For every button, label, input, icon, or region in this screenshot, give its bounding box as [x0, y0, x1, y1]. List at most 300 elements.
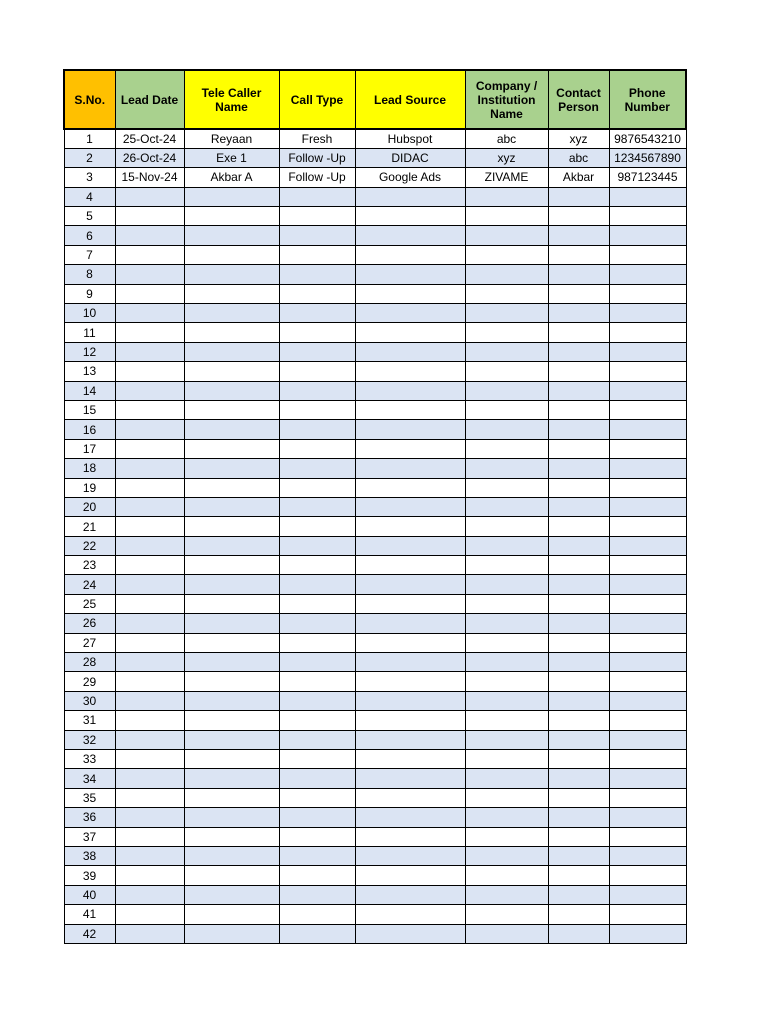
cell-sno[interactable]: 42: [64, 924, 115, 943]
cell-tele-caller-name[interactable]: [184, 866, 279, 885]
cell-tele-caller-name[interactable]: [184, 459, 279, 478]
cell-call-type[interactable]: [279, 207, 355, 226]
cell-lead-date[interactable]: [115, 304, 184, 323]
cell-lead-date[interactable]: [115, 924, 184, 943]
header-lead-date[interactable]: Lead Date: [115, 70, 184, 129]
cell-tele-caller-name[interactable]: [184, 575, 279, 594]
header-phone-number[interactable]: Phone Number: [609, 70, 686, 129]
cell-company-institution-name[interactable]: [465, 187, 548, 206]
cell-lead-source[interactable]: [355, 517, 465, 536]
cell-lead-date[interactable]: [115, 672, 184, 691]
cell-sno[interactable]: 30: [64, 691, 115, 710]
cell-phone-number[interactable]: [609, 672, 686, 691]
cell-contact-person[interactable]: [548, 517, 609, 536]
cell-contact-person[interactable]: [548, 750, 609, 769]
cell-sno[interactable]: 3: [64, 168, 115, 187]
cell-lead-date[interactable]: [115, 284, 184, 303]
cell-lead-source[interactable]: [355, 323, 465, 342]
cell-lead-source[interactable]: [355, 594, 465, 613]
cell-call-type[interactable]: [279, 750, 355, 769]
cell-phone-number[interactable]: [609, 478, 686, 497]
cell-call-type[interactable]: Follow -Up: [279, 148, 355, 167]
cell-lead-date[interactable]: [115, 207, 184, 226]
cell-sno[interactable]: 25: [64, 594, 115, 613]
cell-call-type[interactable]: [279, 284, 355, 303]
cell-tele-caller-name[interactable]: [184, 536, 279, 555]
cell-sno[interactable]: 6: [64, 226, 115, 245]
cell-tele-caller-name[interactable]: [184, 750, 279, 769]
cell-tele-caller-name[interactable]: [184, 420, 279, 439]
cell-lead-source[interactable]: [355, 633, 465, 652]
cell-sno[interactable]: 21: [64, 517, 115, 536]
cell-phone-number[interactable]: [609, 633, 686, 652]
cell-call-type[interactable]: [279, 381, 355, 400]
cell-call-type[interactable]: [279, 633, 355, 652]
cell-tele-caller-name[interactable]: [184, 400, 279, 419]
cell-tele-caller-name[interactable]: Akbar A: [184, 168, 279, 187]
cell-tele-caller-name[interactable]: [184, 614, 279, 633]
cell-company-institution-name[interactable]: [465, 846, 548, 865]
cell-phone-number[interactable]: [609, 711, 686, 730]
cell-lead-date[interactable]: [115, 478, 184, 497]
cell-lead-date[interactable]: 15-Nov-24: [115, 168, 184, 187]
cell-tele-caller-name[interactable]: [184, 207, 279, 226]
cell-lead-source[interactable]: [355, 207, 465, 226]
cell-phone-number[interactable]: [609, 866, 686, 885]
cell-contact-person[interactable]: xyz: [548, 129, 609, 148]
cell-lead-date[interactable]: 26-Oct-24: [115, 148, 184, 167]
cell-company-institution-name[interactable]: [465, 497, 548, 516]
cell-call-type[interactable]: [279, 226, 355, 245]
cell-contact-person[interactable]: [548, 226, 609, 245]
cell-sno[interactable]: 33: [64, 750, 115, 769]
cell-sno[interactable]: 36: [64, 808, 115, 827]
cell-tele-caller-name[interactable]: [184, 924, 279, 943]
cell-lead-source[interactable]: [355, 245, 465, 264]
cell-lead-date[interactable]: [115, 362, 184, 381]
cell-lead-source[interactable]: [355, 691, 465, 710]
cell-phone-number[interactable]: [609, 769, 686, 788]
cell-tele-caller-name[interactable]: [184, 633, 279, 652]
cell-tele-caller-name[interactable]: [184, 245, 279, 264]
cell-call-type[interactable]: [279, 400, 355, 419]
cell-call-type[interactable]: [279, 691, 355, 710]
cell-phone-number[interactable]: [609, 750, 686, 769]
cell-company-institution-name[interactable]: [465, 536, 548, 555]
cell-contact-person[interactable]: [548, 284, 609, 303]
cell-contact-person[interactable]: [548, 245, 609, 264]
cell-company-institution-name[interactable]: [465, 633, 548, 652]
cell-phone-number[interactable]: [609, 342, 686, 361]
cell-lead-date[interactable]: [115, 769, 184, 788]
cell-company-institution-name[interactable]: [465, 381, 548, 400]
cell-call-type[interactable]: [279, 788, 355, 807]
cell-tele-caller-name[interactable]: [184, 691, 279, 710]
cell-phone-number[interactable]: [609, 691, 686, 710]
cell-lead-source[interactable]: [355, 536, 465, 555]
cell-phone-number[interactable]: [609, 846, 686, 865]
cell-tele-caller-name[interactable]: [184, 808, 279, 827]
cell-call-type[interactable]: [279, 478, 355, 497]
cell-call-type[interactable]: [279, 304, 355, 323]
cell-lead-date[interactable]: [115, 265, 184, 284]
cell-contact-person[interactable]: [548, 866, 609, 885]
cell-call-type[interactable]: [279, 362, 355, 381]
cell-call-type[interactable]: [279, 187, 355, 206]
cell-lead-date[interactable]: [115, 808, 184, 827]
cell-call-type[interactable]: [279, 808, 355, 827]
cell-company-institution-name[interactable]: [465, 265, 548, 284]
cell-company-institution-name[interactable]: [465, 439, 548, 458]
cell-contact-person[interactable]: [548, 885, 609, 904]
cell-lead-date[interactable]: [115, 400, 184, 419]
cell-lead-date[interactable]: [115, 750, 184, 769]
cell-sno[interactable]: 8: [64, 265, 115, 284]
cell-tele-caller-name[interactable]: [184, 730, 279, 749]
cell-tele-caller-name[interactable]: [184, 323, 279, 342]
cell-call-type[interactable]: [279, 575, 355, 594]
cell-sno[interactable]: 39: [64, 866, 115, 885]
cell-phone-number[interactable]: [609, 207, 686, 226]
cell-phone-number[interactable]: [609, 187, 686, 206]
cell-call-type[interactable]: [279, 245, 355, 264]
cell-lead-source[interactable]: [355, 342, 465, 361]
cell-contact-person[interactable]: [548, 827, 609, 846]
cell-company-institution-name[interactable]: [465, 556, 548, 575]
cell-contact-person[interactable]: [548, 362, 609, 381]
cell-call-type[interactable]: [279, 846, 355, 865]
cell-contact-person[interactable]: [548, 788, 609, 807]
cell-company-institution-name[interactable]: [465, 304, 548, 323]
cell-sno[interactable]: 41: [64, 905, 115, 924]
cell-lead-source[interactable]: [355, 381, 465, 400]
cell-phone-number[interactable]: [609, 924, 686, 943]
cell-lead-date[interactable]: [115, 381, 184, 400]
cell-tele-caller-name[interactable]: Reyaan: [184, 129, 279, 148]
cell-company-institution-name[interactable]: [465, 885, 548, 904]
cell-company-institution-name[interactable]: [465, 614, 548, 633]
cell-lead-source[interactable]: [355, 711, 465, 730]
cell-phone-number[interactable]: [609, 459, 686, 478]
cell-sno[interactable]: 35: [64, 788, 115, 807]
cell-sno[interactable]: 7: [64, 245, 115, 264]
cell-lead-date[interactable]: [115, 245, 184, 264]
cell-call-type[interactable]: [279, 672, 355, 691]
cell-lead-source[interactable]: [355, 827, 465, 846]
cell-lead-source[interactable]: [355, 420, 465, 439]
cell-contact-person[interactable]: [548, 265, 609, 284]
cell-contact-person[interactable]: abc: [548, 148, 609, 167]
cell-tele-caller-name[interactable]: [184, 362, 279, 381]
cell-sno[interactable]: 32: [64, 730, 115, 749]
cell-call-type[interactable]: [279, 556, 355, 575]
cell-company-institution-name[interactable]: [465, 207, 548, 226]
cell-lead-source[interactable]: [355, 284, 465, 303]
cell-sno[interactable]: 11: [64, 323, 115, 342]
cell-tele-caller-name[interactable]: [184, 905, 279, 924]
cell-sno[interactable]: 28: [64, 653, 115, 672]
cell-company-institution-name[interactable]: [465, 594, 548, 613]
cell-sno[interactable]: 12: [64, 342, 115, 361]
cell-phone-number[interactable]: [609, 614, 686, 633]
cell-phone-number[interactable]: [609, 517, 686, 536]
cell-phone-number[interactable]: [609, 594, 686, 613]
cell-sno[interactable]: 4: [64, 187, 115, 206]
cell-lead-date[interactable]: [115, 633, 184, 652]
cell-lead-source[interactable]: DIDAC: [355, 148, 465, 167]
cell-contact-person[interactable]: [548, 614, 609, 633]
cell-lead-source[interactable]: [355, 769, 465, 788]
cell-call-type[interactable]: Follow -Up: [279, 168, 355, 187]
cell-contact-person[interactable]: [548, 691, 609, 710]
cell-tele-caller-name[interactable]: [184, 594, 279, 613]
cell-company-institution-name[interactable]: [465, 420, 548, 439]
cell-sno[interactable]: 13: [64, 362, 115, 381]
cell-contact-person[interactable]: [548, 653, 609, 672]
cell-lead-source[interactable]: [355, 556, 465, 575]
cell-company-institution-name[interactable]: [465, 691, 548, 710]
cell-sno[interactable]: 22: [64, 536, 115, 555]
cell-tele-caller-name[interactable]: [184, 381, 279, 400]
cell-phone-number[interactable]: [609, 905, 686, 924]
cell-contact-person[interactable]: [548, 846, 609, 865]
cell-call-type[interactable]: [279, 517, 355, 536]
cell-tele-caller-name[interactable]: [184, 342, 279, 361]
cell-contact-person[interactable]: [548, 459, 609, 478]
cell-sno[interactable]: 26: [64, 614, 115, 633]
cell-phone-number[interactable]: [609, 284, 686, 303]
cell-call-type[interactable]: [279, 323, 355, 342]
cell-contact-person[interactable]: [548, 497, 609, 516]
cell-sno[interactable]: 9: [64, 284, 115, 303]
cell-contact-person[interactable]: [548, 304, 609, 323]
cell-company-institution-name[interactable]: [465, 653, 548, 672]
cell-lead-source[interactable]: [355, 400, 465, 419]
cell-tele-caller-name[interactable]: [184, 653, 279, 672]
cell-call-type[interactable]: [279, 497, 355, 516]
cell-tele-caller-name[interactable]: [184, 769, 279, 788]
cell-lead-source[interactable]: [355, 304, 465, 323]
cell-call-type[interactable]: [279, 265, 355, 284]
header-contact-person[interactable]: Contact Person: [548, 70, 609, 129]
cell-lead-source[interactable]: [355, 575, 465, 594]
cell-contact-person[interactable]: [548, 730, 609, 749]
cell-contact-person[interactable]: [548, 924, 609, 943]
cell-company-institution-name[interactable]: [465, 750, 548, 769]
cell-lead-date[interactable]: [115, 885, 184, 904]
cell-lead-source[interactable]: [355, 866, 465, 885]
cell-call-type[interactable]: [279, 769, 355, 788]
cell-company-institution-name[interactable]: [465, 730, 548, 749]
cell-call-type[interactable]: [279, 905, 355, 924]
cell-phone-number[interactable]: [609, 381, 686, 400]
cell-call-type[interactable]: [279, 924, 355, 943]
cell-lead-date[interactable]: [115, 439, 184, 458]
cell-lead-source[interactable]: [355, 846, 465, 865]
cell-lead-date[interactable]: [115, 420, 184, 439]
cell-company-institution-name[interactable]: xyz: [465, 148, 548, 167]
cell-call-type[interactable]: [279, 614, 355, 633]
cell-tele-caller-name[interactable]: Exe 1: [184, 148, 279, 167]
cell-lead-source[interactable]: [355, 478, 465, 497]
cell-contact-person[interactable]: [548, 187, 609, 206]
cell-tele-caller-name[interactable]: [184, 284, 279, 303]
cell-sno[interactable]: 1: [64, 129, 115, 148]
cell-company-institution-name[interactable]: [465, 769, 548, 788]
cell-contact-person[interactable]: [548, 575, 609, 594]
cell-tele-caller-name[interactable]: [184, 711, 279, 730]
cell-phone-number[interactable]: [609, 827, 686, 846]
cell-lead-date[interactable]: [115, 556, 184, 575]
cell-call-type[interactable]: Fresh: [279, 129, 355, 148]
cell-company-institution-name[interactable]: ZIVAME: [465, 168, 548, 187]
cell-tele-caller-name[interactable]: [184, 478, 279, 497]
cell-lead-date[interactable]: [115, 323, 184, 342]
cell-lead-date[interactable]: [115, 536, 184, 555]
cell-contact-person[interactable]: [548, 769, 609, 788]
cell-sno[interactable]: 40: [64, 885, 115, 904]
cell-company-institution-name[interactable]: [465, 517, 548, 536]
cell-sno[interactable]: 2: [64, 148, 115, 167]
cell-phone-number[interactable]: [609, 653, 686, 672]
cell-phone-number[interactable]: [609, 575, 686, 594]
cell-phone-number[interactable]: 1234567890: [609, 148, 686, 167]
cell-lead-date[interactable]: [115, 226, 184, 245]
cell-call-type[interactable]: [279, 439, 355, 458]
cell-company-institution-name[interactable]: [465, 575, 548, 594]
cell-phone-number[interactable]: 9876543210: [609, 129, 686, 148]
cell-call-type[interactable]: [279, 866, 355, 885]
cell-phone-number[interactable]: [609, 536, 686, 555]
cell-sno[interactable]: 10: [64, 304, 115, 323]
cell-sno[interactable]: 31: [64, 711, 115, 730]
cell-lead-date[interactable]: [115, 342, 184, 361]
cell-lead-date[interactable]: [115, 691, 184, 710]
cell-phone-number[interactable]: [609, 885, 686, 904]
cell-tele-caller-name[interactable]: [184, 846, 279, 865]
cell-call-type[interactable]: [279, 459, 355, 478]
cell-contact-person[interactable]: [548, 342, 609, 361]
cell-company-institution-name[interactable]: [465, 362, 548, 381]
cell-company-institution-name[interactable]: [465, 924, 548, 943]
cell-phone-number[interactable]: [609, 323, 686, 342]
cell-tele-caller-name[interactable]: [184, 187, 279, 206]
cell-lead-source[interactable]: [355, 885, 465, 904]
cell-call-type[interactable]: [279, 342, 355, 361]
cell-sno[interactable]: 19: [64, 478, 115, 497]
cell-sno[interactable]: 18: [64, 459, 115, 478]
cell-company-institution-name[interactable]: [465, 342, 548, 361]
cell-company-institution-name[interactable]: [465, 827, 548, 846]
cell-sno[interactable]: 17: [64, 439, 115, 458]
cell-phone-number[interactable]: [609, 362, 686, 381]
cell-sno[interactable]: 27: [64, 633, 115, 652]
cell-sno[interactable]: 29: [64, 672, 115, 691]
cell-contact-person[interactable]: [548, 808, 609, 827]
cell-lead-source[interactable]: [355, 750, 465, 769]
cell-phone-number[interactable]: [609, 226, 686, 245]
cell-call-type[interactable]: [279, 653, 355, 672]
cell-lead-source[interactable]: [355, 788, 465, 807]
cell-lead-source[interactable]: [355, 226, 465, 245]
cell-lead-date[interactable]: [115, 497, 184, 516]
cell-lead-source[interactable]: [355, 362, 465, 381]
cell-lead-date[interactable]: [115, 827, 184, 846]
cell-tele-caller-name[interactable]: [184, 304, 279, 323]
cell-phone-number[interactable]: [609, 808, 686, 827]
cell-sno[interactable]: 14: [64, 381, 115, 400]
cell-lead-source[interactable]: [355, 265, 465, 284]
cell-lead-source[interactable]: [355, 730, 465, 749]
cell-sno[interactable]: 15: [64, 400, 115, 419]
cell-tele-caller-name[interactable]: [184, 672, 279, 691]
cell-company-institution-name[interactable]: [465, 788, 548, 807]
cell-lead-source[interactable]: Hubspot: [355, 129, 465, 148]
cell-contact-person[interactable]: [548, 439, 609, 458]
header-call-type[interactable]: Call Type: [279, 70, 355, 129]
cell-call-type[interactable]: [279, 730, 355, 749]
cell-call-type[interactable]: [279, 420, 355, 439]
cell-contact-person[interactable]: [548, 711, 609, 730]
cell-company-institution-name[interactable]: [465, 245, 548, 264]
cell-lead-date[interactable]: [115, 614, 184, 633]
cell-lead-date[interactable]: [115, 788, 184, 807]
cell-company-institution-name[interactable]: [465, 284, 548, 303]
cell-phone-number[interactable]: [609, 420, 686, 439]
cell-sno[interactable]: 20: [64, 497, 115, 516]
cell-lead-source[interactable]: [355, 187, 465, 206]
cell-phone-number[interactable]: [609, 556, 686, 575]
cell-call-type[interactable]: [279, 885, 355, 904]
cell-lead-date[interactable]: [115, 517, 184, 536]
header-tele-caller-name[interactable]: Tele Caller Name: [184, 70, 279, 129]
cell-lead-source[interactable]: [355, 614, 465, 633]
cell-company-institution-name[interactable]: [465, 459, 548, 478]
cell-phone-number[interactable]: [609, 265, 686, 284]
cell-contact-person[interactable]: [548, 207, 609, 226]
cell-tele-caller-name[interactable]: [184, 439, 279, 458]
cell-phone-number[interactable]: 987123445: [609, 168, 686, 187]
cell-lead-source[interactable]: [355, 459, 465, 478]
cell-contact-person[interactable]: [548, 381, 609, 400]
cell-lead-date[interactable]: [115, 459, 184, 478]
cell-company-institution-name[interactable]: [465, 478, 548, 497]
cell-company-institution-name[interactable]: [465, 866, 548, 885]
cell-sno[interactable]: 24: [64, 575, 115, 594]
cell-company-institution-name[interactable]: [465, 808, 548, 827]
cell-lead-source[interactable]: [355, 808, 465, 827]
cell-phone-number[interactable]: [609, 304, 686, 323]
cell-company-institution-name[interactable]: [465, 226, 548, 245]
cell-company-institution-name[interactable]: [465, 400, 548, 419]
cell-sno[interactable]: 38: [64, 846, 115, 865]
cell-lead-source[interactable]: [355, 653, 465, 672]
cell-company-institution-name[interactable]: [465, 711, 548, 730]
cell-phone-number[interactable]: [609, 497, 686, 516]
cell-lead-source[interactable]: [355, 439, 465, 458]
cell-contact-person[interactable]: [548, 420, 609, 439]
cell-phone-number[interactable]: [609, 245, 686, 264]
cell-contact-person[interactable]: [548, 672, 609, 691]
header-sno[interactable]: S.No.: [64, 70, 115, 129]
cell-company-institution-name[interactable]: abc: [465, 129, 548, 148]
cell-contact-person[interactable]: [548, 905, 609, 924]
cell-tele-caller-name[interactable]: [184, 556, 279, 575]
cell-phone-number[interactable]: [609, 439, 686, 458]
cell-call-type[interactable]: [279, 827, 355, 846]
cell-contact-person[interactable]: [548, 594, 609, 613]
header-lead-source[interactable]: Lead Source: [355, 70, 465, 129]
